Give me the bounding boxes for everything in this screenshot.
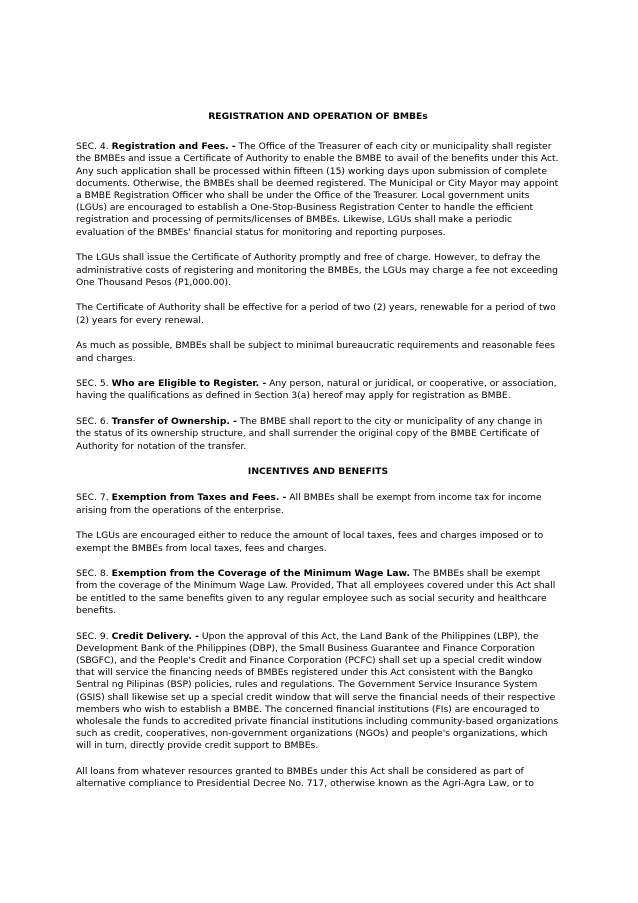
- paragraph-certificate-validity: The Certificate of Authority shall be effective for a period of two (2) years, renewable for a period of two (2) years for every renewal.: [76, 302, 556, 326]
- section-heading-incentives: INCENTIVES AND BENEFITS: [247, 466, 389, 478]
- section-heading-registration: REGISTRATION AND OPERATION OF BMBEs: [208, 111, 428, 122]
- section-number: SEC. 5.: [76, 378, 112, 390]
- paragraph-sec-5: [76, 378, 560, 402]
- section-title: Registration and Fees. -: [111, 141, 236, 153]
- section-title: Transfer of Ownership. -: [111, 416, 237, 428]
- section-body: All BMBEs shall be exempt from income tax for income arising from the operations of the enterprise.: [76, 492, 542, 516]
- section-number: SEC. 8.: [76, 568, 112, 580]
- section-body: Upon the approval of this Act, the Land Bank of the Philippines (LBP), the Development Bank of the Philippines (DBP), the Small Business Guarantee and Finance Corporation (SBGFC), and the People's Credit and Finance Corporation (PCFC) shall set up a special credit window that will service the financing needs of BMBEs registered under this Act consistent with the Bangko Sentral ng Pilipinas (BSP) policies, rules and regulations. The Government Service Insurance System (GSIS) shall likewise set up a special credit window that will serve the financial needs of their respective members who wish to establish a BMBE. The concerned financial institutions (FIs) are encouraged to wholesale the funds to accredited private financial institutions including community-based organizations such as credit, cooperatives, non-government organizations (NGOs) and people's organizations, which will in turn, directly provide credit support to BMBEs.: [76, 630, 559, 752]
- section-number: SEC. 7.: [76, 492, 112, 504]
- paragraph-lgus-certificate: The LGUs shall issue the Certificate of Authority promptly and free of charge. However, to defray the administrative costs of registering and monitoring the BMBEs, the LGUs may charge a fee not exceeding One Thousand Pesos (P1,000.00).: [76, 252, 558, 288]
- section-number: SEC. 4.: [76, 141, 112, 153]
- section-title: Exemption from the Coverage of the Minimum Wage Law.: [111, 568, 410, 580]
- paragraph-local-taxes: The LGUs are encouraged either to reduce the amount of local taxes, fees and charges imposed or to exempt the BMBEs from local taxes, fees and charges.: [76, 530, 544, 554]
- section-title: Credit Delivery. -: [111, 630, 199, 642]
- paragraph-minimal-requirements: As much as possible, BMBEs shall be subject to minimal bureaucratic requirements and reasonable fees and charges.: [76, 340, 555, 364]
- section-title: Who are Eligible to Register. -: [111, 378, 267, 390]
- paragraph-sec-8: [76, 568, 560, 617]
- section-body: The BMBEs shall be exempt from the coverage of the Minimum Wage Law. Provided, That all employees covered under this Act shall be entitled to the same benefits given to any regular employee such as social security and healthcare benefits.: [76, 568, 556, 616]
- section-body: The BMBE shall report to the city or municipality of any change in the status of its ownership structure, and shall surrender the original copy of the BMBE Certificate of Authority for notation of the transfer.: [76, 416, 543, 452]
- section-body: The Office of the Treasurer of each city or municipality shall register the BMBEs and issue a Certificate of Authority to enable the BMBE to avail of the benefits under this Act. Any such application shall be processed within fifteen (15) working days upon submission of complete documents. Otherwise, the BMBEs shall be deemed registered. The Municipal or City Mayor may appoint a BMBE Registration Officer who shall be under the Office of the Treasurer. Local government units (LGUs) are encouraged to establish a One-Stop-Business Registration Center to handle the efficient registration and processing of permits/licenses of BMBEs. Likewise, LGUs shall make a periodic evaluation of the BMBEs' financial status for monitoring and reporting purposes.: [76, 141, 559, 238]
- paragraph-sec-9: [76, 631, 560, 753]
- section-number: SEC. 9.: [76, 630, 112, 642]
- paragraph-sec-7: [76, 492, 560, 516]
- paragraph-loans: All loans from whatever resources granted to BMBEs under this Act shall be considered as part of alternative compliance to Presidential Decree No. 717, otherwise known as the Agri-Agra Law, or to: [76, 766, 535, 790]
- section-number: SEC. 6.: [76, 416, 112, 428]
- paragraph-sec-4: [76, 141, 560, 239]
- section-body: Any person, natural or juridical, or cooperative, or association, having the qualifications as defined in Section 3(a) hereof may apply for registration as BMBE.: [76, 378, 557, 402]
- paragraph-sec-6: [76, 416, 560, 453]
- section-title: Exemption from Taxes and Fees. -: [111, 492, 287, 504]
